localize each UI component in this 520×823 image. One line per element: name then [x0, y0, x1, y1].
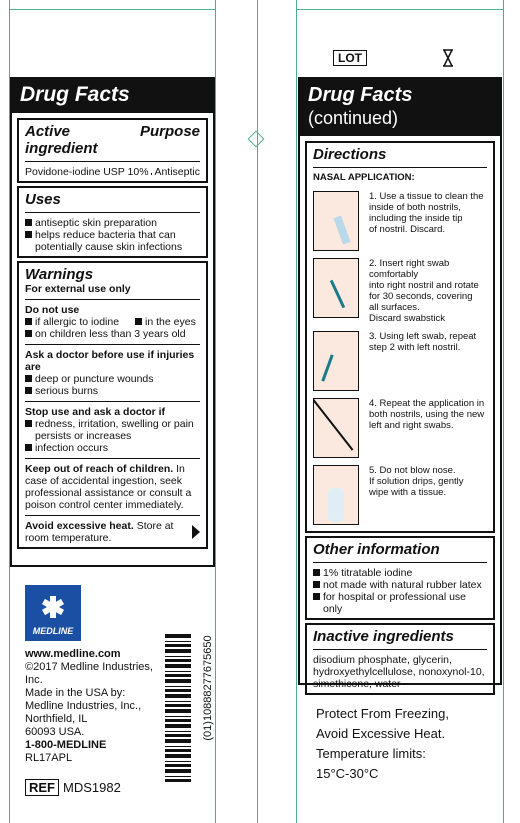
inactive-ingredients-section [305, 623, 495, 695]
step-text: 2. Insert right swab comfortably into right nostril and rotate for 30 seconds, covering all surfaces. Discard swabstick [369, 258, 479, 324]
storage-line: Temperature limits: [316, 746, 426, 761]
ref-row [25, 779, 121, 796]
manufacturer: Medline Industries, Inc., [25, 700, 142, 712]
uses-section [17, 186, 208, 258]
phone: 1-800-MEDLINE [25, 739, 107, 751]
top-guide-right [296, 9, 504, 10]
do-not-use-heading: Do not use [25, 304, 80, 316]
step-3-illustration [313, 331, 359, 391]
barcode-text: (01)10888277675650 [202, 635, 214, 741]
step-2-illustration [313, 258, 359, 318]
keep-out-text: Keep out of reach of children. In case of accidental ingestion, seek professional assistance or consult a poison control center immediately. [25, 463, 192, 511]
stop-use-item: infection occurs [35, 442, 108, 454]
step-4-illustration [313, 398, 359, 458]
storage-line: 15°C-30°C [316, 766, 379, 781]
storage-line: Protect From Freezing, [316, 706, 449, 721]
do-not-use-item: if allergic to iodine [35, 316, 120, 328]
ref-number: MDS1982 [63, 780, 121, 795]
step-text: 1. Use a tissue to clean the inside of both nostrils, including the inside tip of nostril. Discard. [369, 191, 484, 235]
other-info-item: not made with natural rubber latex [323, 579, 482, 591]
directions-section [305, 141, 495, 533]
drug-facts-panel-left [10, 77, 215, 567]
step-5-illustration [313, 465, 359, 525]
use-item: antiseptic skin preparation [35, 217, 157, 229]
active-ingredient-section [17, 118, 208, 183]
avoid-heat-text: Avoid excessive heat. Store at room temperature. [25, 520, 174, 544]
storage-info [316, 704, 496, 784]
stop-use-heading: Stop use and ask a doctor if [25, 406, 166, 418]
step-text: 4. Repeat the application in both nostrils, using the new left and right swabs. [369, 398, 485, 431]
purpose-value: Antiseptic [154, 166, 200, 178]
step-text: 5. Do not blow nose. If solution drips, gently wipe with a tissue. [369, 465, 464, 498]
do-not-use-item: in the eyes [145, 316, 196, 328]
other-info-item: 1% titratable iodine [323, 567, 413, 579]
do-not-use-item: on children less than 3 years old [35, 328, 186, 340]
inactive-ingredients-text: disodium phosphate, glycerin, hydroxyethylcellulose, nonoxynol-10, simethicone, water [313, 654, 485, 690]
stop-use-item: redness, irritation, swelling or pain persists or increases [35, 418, 194, 442]
top-guide-left [9, 9, 215, 10]
inactive-ingredients-heading: Inactive ingredients [313, 628, 454, 645]
use-item: helps reduce bacteria that can potentially cause skin infections [35, 229, 183, 253]
step-1-illustration [313, 191, 359, 251]
product-code: RL17APL [25, 752, 73, 764]
left-guide-inner [215, 0, 216, 823]
barcode [165, 632, 191, 782]
website: www.medline.com [25, 648, 121, 660]
zip: 60093 USA. [25, 726, 85, 738]
direction-step [313, 191, 487, 251]
right-guide-outer [503, 0, 504, 823]
company-info [25, 648, 160, 765]
lot-box: LOT [333, 50, 367, 66]
direction-step [313, 331, 487, 391]
purpose-heading: Purpose [139, 123, 200, 140]
other-info-item: for hospital or professional use only [323, 591, 466, 615]
warnings-heading: Warnings [25, 266, 94, 283]
direction-step [313, 465, 487, 525]
other-information-section [305, 536, 495, 620]
other-information-heading: Other information [313, 541, 440, 558]
direction-step [313, 258, 487, 324]
copyright: ©2017 Medline Industries, Inc. [25, 661, 153, 686]
medline-logo [25, 585, 81, 641]
direction-step [313, 398, 487, 458]
uses-heading: Uses [25, 191, 61, 208]
city: Northfield, IL [25, 713, 88, 725]
diamond-marker [248, 131, 265, 148]
active-ingredient-value: Povidone-iodine USP 10% [25, 166, 149, 178]
external-use-text: For external use only [25, 283, 131, 295]
nasal-application-heading: NASAL APPLICATION: [313, 172, 415, 183]
drug-facts-title: Drug Facts [12, 79, 213, 113]
made-in: Made in the USA by: [25, 687, 126, 699]
ask-doctor-heading: Ask a doctor before use if injuries are [25, 349, 195, 373]
ask-doctor-item: deep or puncture wounds [35, 373, 154, 385]
directions-heading: Directions [313, 146, 387, 163]
continue-arrow-icon [192, 525, 200, 539]
ref-label: REF [25, 779, 59, 796]
logo-text: MEDLINE [32, 626, 74, 636]
warnings-section [17, 261, 208, 549]
center-guide [257, 0, 258, 823]
storage-line: Avoid Excessive Heat. [316, 726, 446, 741]
step-text: 3. Using left swab, repeat step 2 with left nostril. [369, 331, 477, 353]
right-guide-inner [296, 0, 297, 823]
drug-facts-continued-title: Drug Facts (continued) [300, 79, 500, 136]
active-ingredient-heading: Active ingredient [25, 123, 98, 157]
ask-doctor-item: serious burns [35, 385, 99, 397]
hourglass-icon [442, 49, 454, 67]
drug-facts-panel-right [298, 77, 502, 690]
